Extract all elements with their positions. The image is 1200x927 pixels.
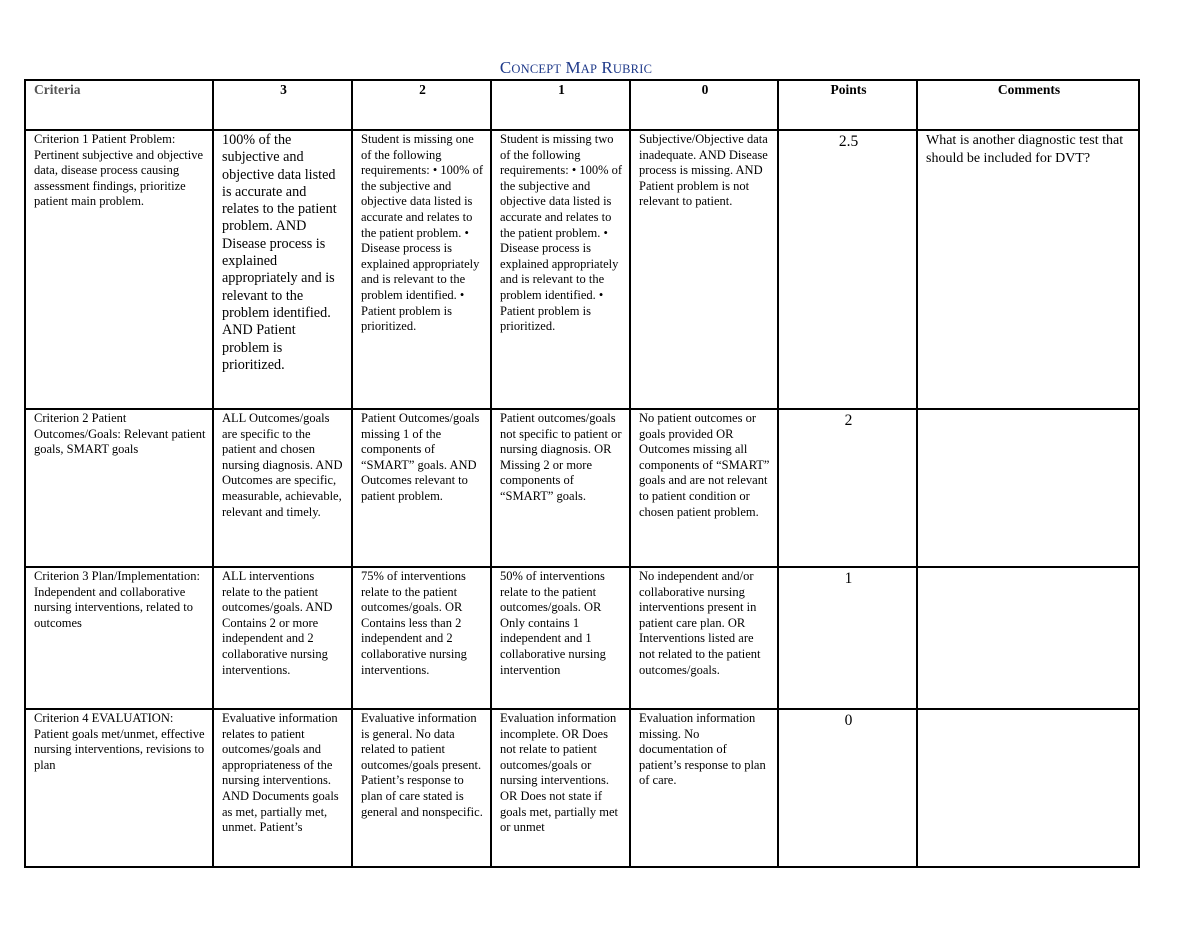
header-comments: Comments bbox=[917, 80, 1139, 130]
header-score-1: 1 bbox=[491, 80, 630, 130]
header-criteria: Criteria bbox=[25, 80, 213, 130]
criteria-cell: Criterion 1 Patient Problem: Pertinent subjective and objective data, disease process causing assessment findings, prioritize patient main problem. bbox=[25, 130, 213, 409]
table-row bbox=[25, 709, 1139, 867]
criteria-cell: Criterion 3 Plan/Implementation: Independent and collaborative nursing interventions, related to outcomes bbox=[25, 567, 213, 709]
score-2-cell: 75% of interventions relate to the patient outcomes/goals. OR Contains less than 2 independent and 2 collaborative nursing interventions. bbox=[352, 567, 491, 709]
score-1-cell: 50% of interventions relate to the patient outcomes/goals. OR Only contains 1 independent and 1 collaborative nursing intervention bbox=[491, 567, 630, 709]
title-word: UBRIC bbox=[612, 62, 653, 76]
header-points: Points bbox=[778, 80, 917, 130]
points-cell: 0 bbox=[778, 709, 917, 867]
title-word: AP bbox=[580, 62, 598, 76]
points-cell: 1 bbox=[778, 567, 917, 709]
comments-cell bbox=[917, 409, 1139, 567]
table-row bbox=[25, 130, 1139, 409]
criteria-cell: Criterion 2 Patient Outcomes/Goals: Relevant patient goals, SMART goals bbox=[25, 409, 213, 567]
score-1-cell: Patient outcomes/goals not specific to patient or nursing diagnosis. OR Missing 2 or more components of “SMART” goals. bbox=[491, 409, 630, 567]
score-0-cell: No independent and/or collaborative nursing interventions present in patient care plan. OR Interventions listed are not related to the patient outcomes/goals. bbox=[630, 567, 778, 709]
header-score-3: 3 bbox=[213, 80, 352, 130]
score-2-cell: Student is missing one of the following requirements: • 100% of the subjective and objective data listed is accurate and relates to the patient problem. • Disease process is explained appropriately and is relevant to the problem identified. • Patient problem is prioritized. bbox=[352, 130, 491, 409]
criteria-cell: Criterion 4 EVALUATION: Patient goals met/unmet, effective nursing interventions, revisions to plan bbox=[25, 709, 213, 867]
score-1-cell: Student is missing two of the following requirements: • 100% of the subjective and objective data listed is accurate and relates to the patient problem. • Disease process is explained appropriately and is relevant to the problem identified. • Patient problem is prioritized. bbox=[491, 130, 630, 409]
comments-cell bbox=[917, 709, 1139, 867]
rubric-table bbox=[24, 79, 1140, 868]
title-letter: R bbox=[601, 58, 613, 77]
score-3-cell: 100% of the subjective and objective data listed is accurate and relates to the patient problem. AND Disease process is explained appropriately and is relevant to the problem identified. AND Patient problem is prioritized. bbox=[213, 130, 352, 409]
title-letter: M bbox=[565, 58, 581, 77]
points-cell: 2 bbox=[778, 409, 917, 567]
score-1-cell: Evaluation information incomplete. OR Does not relate to patient outcomes/goals or nursing interventions. OR Does not state if goals met, partially met or unmet bbox=[491, 709, 630, 867]
points-cell: 2.5 bbox=[778, 130, 917, 409]
table-row bbox=[25, 409, 1139, 567]
comments-cell: What is another diagnostic test that should be included for DVT? bbox=[917, 130, 1139, 409]
score-2-cell: Patient Outcomes/goals missing 1 of the components of “SMART” goals. AND Outcomes relevant to patient problem. bbox=[352, 409, 491, 567]
comments-cell bbox=[917, 567, 1139, 709]
page-title bbox=[0, 58, 1152, 78]
score-2-cell: Evaluative information is general. No data related to patient outcomes/goals present. Patient’s response to plan of care stated is general and nonspecific. bbox=[352, 709, 491, 867]
score-3-cell: ALL Outcomes/goals are specific to the patient and chosen nursing diagnosis. AND Outcomes are specific, measurable, achievable, relevant and timely. bbox=[213, 409, 352, 567]
score-3-cell: Evaluative information relates to patient outcomes/goals and appropriateness of the nursing interventions. AND Documents goals as met, partially met, unmet. Patient’s bbox=[213, 709, 352, 867]
score-0-cell: Evaluation information missing. No documentation of patient’s response to plan of care. bbox=[630, 709, 778, 867]
header-score-2: 2 bbox=[352, 80, 491, 130]
header-score-0: 0 bbox=[630, 80, 778, 130]
score-0-cell: Subjective/Objective data inadequate. AND Disease process is missing. AND Patient problem is not relevant to patient. bbox=[630, 130, 778, 409]
score-0-cell: No patient outcomes or goals provided OR Outcomes missing all components of “SMART” goals and are not relevant to patient condition or chosen patient problem. bbox=[630, 409, 778, 567]
header-row bbox=[25, 80, 1139, 130]
table-row bbox=[25, 567, 1139, 709]
title-word: ONCEPT bbox=[511, 62, 562, 76]
score-3-cell: ALL interventions relate to the patient outcomes/goals. AND Contains 2 or more independent and 2 collaborative nursing interventions. bbox=[213, 567, 352, 709]
title-letter: C bbox=[499, 58, 512, 77]
